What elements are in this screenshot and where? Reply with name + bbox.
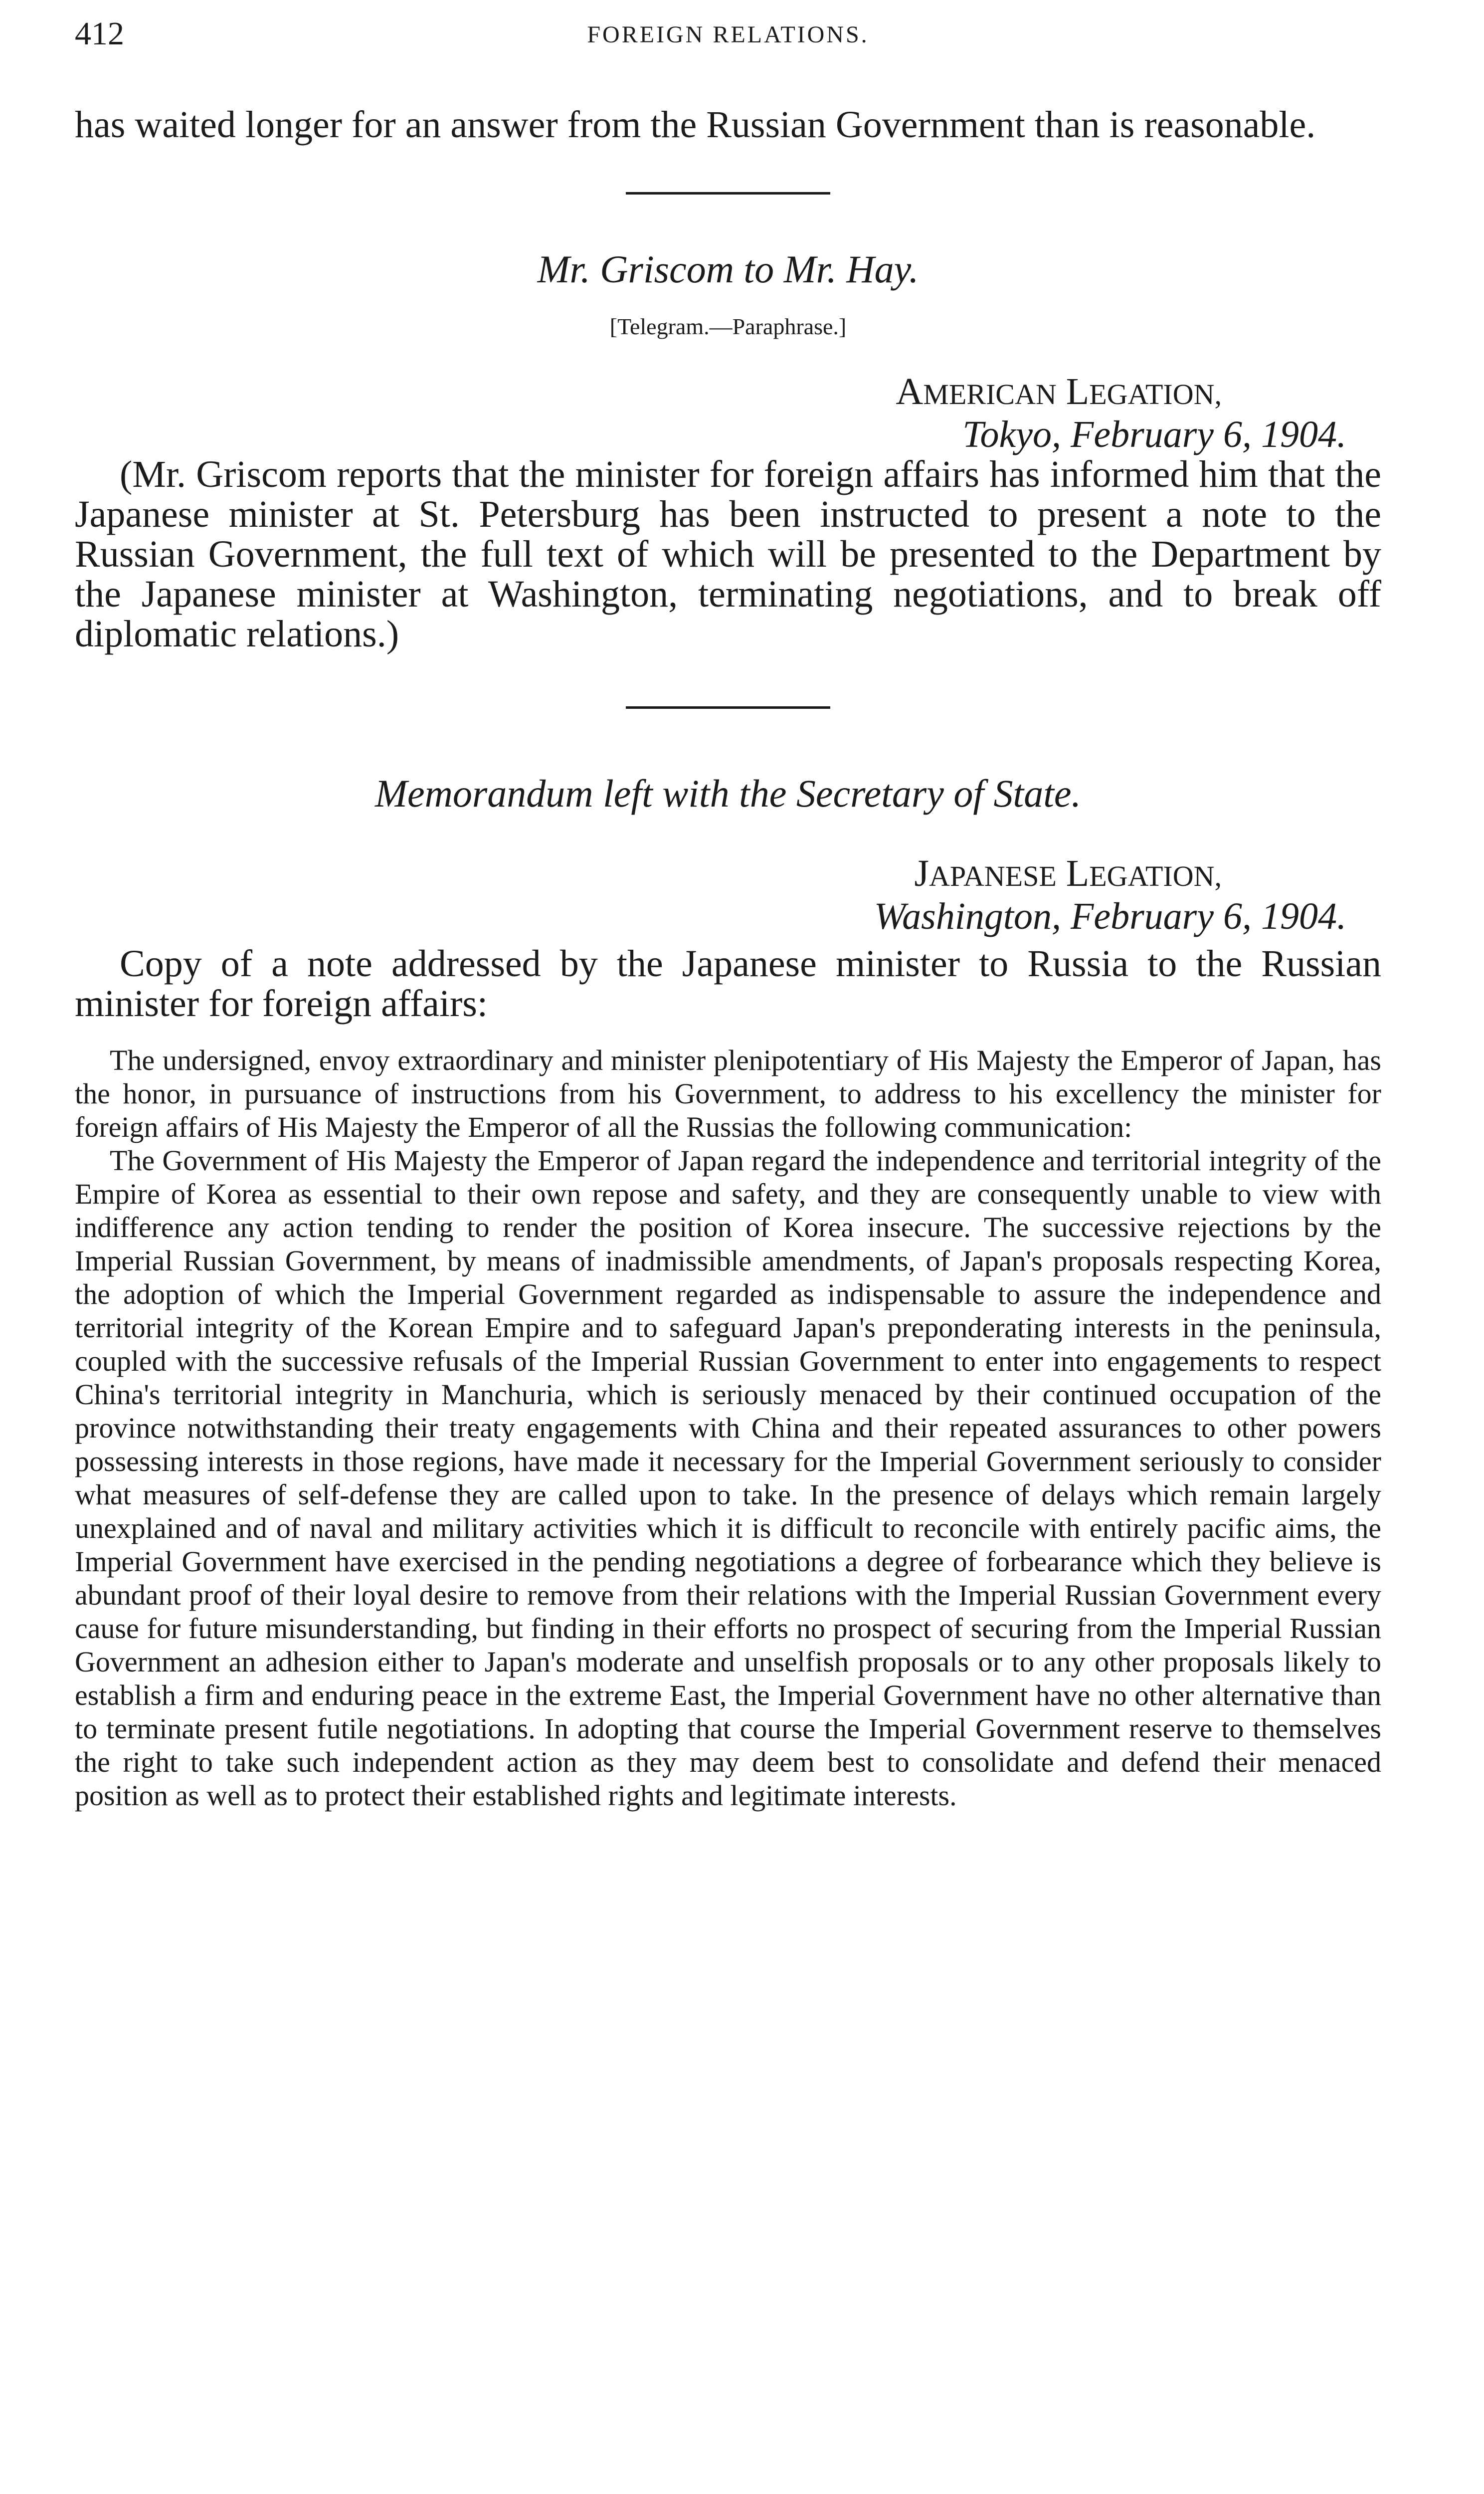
sender-second-initial: L [1066,371,1090,413]
sender-initial: J [914,852,929,894]
document-page [75,15,1381,1812]
telegram-date: Tokyo, February 6, 1904. [962,414,1346,455]
memorandum-heading: Memorandum left with the Secretary of State. [375,772,1081,815]
memorandum-intro: Copy of a note addressed by the Japanese minister to Russia to the Russian minister for foreign affairs: [75,943,1381,1025]
continuation-text: has waited longer for an answer from the Russian Government than is reasonable. [75,104,1316,146]
section-divider [626,192,830,195]
memorandum-date: Washington, February 6, 1904. [874,895,1346,937]
note-paragraph-1: The undersigned, envoy extraordinary and minister plenipotentiary of His Majesty the Emperor of Japan, has the honor, in pursuance of instructions from his Government, to address to his excellency the minister for foreign affairs of His Majesty the Emperor of all the Russias the following communication: [75,1044,1381,1143]
telegram-heading: Mr. Griscom to Mr. Hay. [537,247,919,291]
page-number: 412 [75,15,124,52]
telegram-bracket-note: [Telegram.—Paraphrase.] [609,314,847,339]
telegram-sender [75,372,1381,415]
sender-second-rest: EGATION, [1089,860,1222,892]
telegram-body: (Mr. Griscom reports that the minister for foreign affairs has informed him that the Japanese minister at St. Petersburg has been instructed to present a note to the Russian Government, the full text of which will be presented to the Department by the Japanese minister at Washington, terminating negotiations, and to break off diplomatic relations.) [75,453,1381,655]
sender-second-rest: EGATION, [1089,378,1222,411]
section-divider [626,706,830,709]
sender-rest: APANESE [929,860,1057,892]
memorandum-sender [75,853,1381,896]
running-head-title: FOREIGN RELATIONS. [587,21,869,48]
note-paragraph-2: The Government of His Majesty the Emperor of Japan regard the independence and territorial integrity of the Empire of Korea as essential to their own repose and safety, and they are consequently unable to view with indifference any action tending to render the position of Korea insecure. The successive rejections by the Imperial Russian Government, by means of inadmissible amendments, of Japan's proposals respecting Korea, the adoption of which the Imperial Government regarded as indispensable to assure the independence and territorial integrity of the Korean Empire and to safeguard Japan's preponderating interests in the peninsula, coupled with the successive refusals of the Imperial Russian Government to enter into engagements to respect China's territorial integrity in Manchuria, which is seriously menaced by their continued occupation of the province notwithstanding their treaty engagements with China and their repeated assurances to other powers possessing interests in those regions, have made it necessary for the Imperial Government seriously to consider what measures of self-defense they are called upon to take. In the presence of delays which remain largely unexplained and of naval and military activities which it is difficult to reconcile with entirely pacific aims, the Imperial Government have exercised in the pending negotiations a degree of forbearance which they believe is abundant proof of their loyal desire to remove from their relations with the Imperial Russian Government every cause for future misunderstanding, but finding in their efforts no prospect of securing from the Imperial Russian Government an adhesion either to Japan's moderate and unselfish proposals or to any other proposals likely to establish a firm and enduring peace in the extreme East, the Imperial Government have no other alternative than to terminate present futile negotiations. In adopting that course the Imperial Government reserve to themselves the right to take such independent action as they may deem best to consolidate and defend their menaced position as well as to protect their established rights and legitimate interests. [75,1144,1381,1812]
running-head [75,15,1381,70]
sender-rest: MERICAN [923,378,1057,411]
sender-second-initial: L [1066,852,1090,894]
sender-initial: A [896,371,924,413]
